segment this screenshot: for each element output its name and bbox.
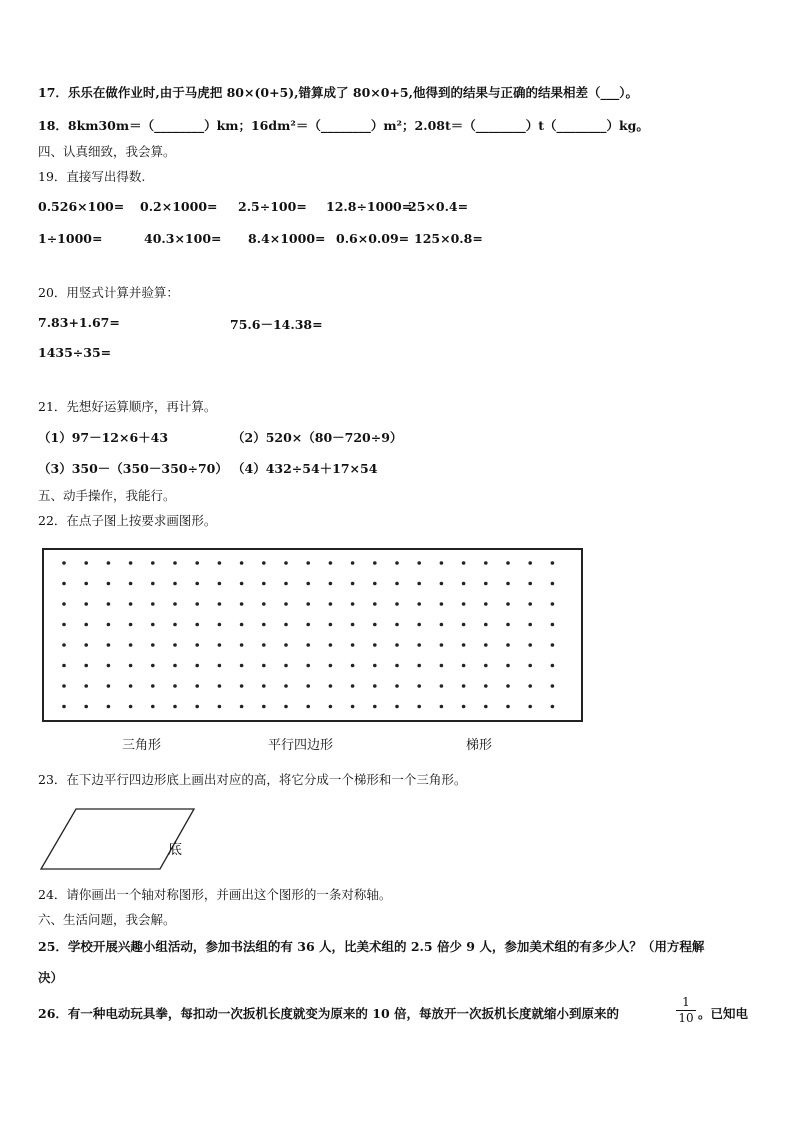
grid-dot — [195, 705, 199, 709]
q19-item: 12.8÷1000= — [326, 199, 413, 214]
grid-dot — [173, 561, 177, 565]
grid-dot — [551, 582, 555, 586]
grid-dot — [551, 602, 555, 606]
grid-dot — [440, 582, 444, 586]
grid-dot — [240, 684, 244, 688]
grid-dot — [306, 623, 310, 627]
grid-dot — [84, 664, 88, 668]
grid-dot — [62, 602, 66, 606]
grid-dot — [195, 684, 199, 688]
grid-dot — [240, 643, 244, 647]
grid-dot — [462, 684, 466, 688]
grid-dot — [262, 664, 266, 668]
grid-dot — [351, 684, 355, 688]
grid-dot — [329, 623, 333, 627]
grid-dot — [107, 623, 111, 627]
grid-dot — [218, 623, 222, 627]
grid-dot — [62, 643, 66, 647]
grid-dot — [218, 664, 222, 668]
grid-dot — [462, 643, 466, 647]
grid-dot — [195, 623, 199, 627]
grid-dot — [173, 582, 177, 586]
grid-dot — [329, 582, 333, 586]
grid-dot — [417, 623, 421, 627]
base-label: 底 — [168, 842, 182, 858]
grid-dot — [195, 602, 199, 606]
grid-dot — [218, 582, 222, 586]
grid-dot — [173, 664, 177, 668]
grid-dot — [107, 561, 111, 565]
grid-dot — [306, 561, 310, 565]
caption-triangle: 三角形 — [122, 738, 162, 753]
grid-dot — [484, 705, 488, 709]
grid-dot — [417, 664, 421, 668]
question-25-line-2: 决） — [38, 970, 64, 985]
grid-dot — [84, 582, 88, 586]
grid-dot — [551, 684, 555, 688]
grid-dot — [84, 705, 88, 709]
grid-dot — [506, 561, 510, 565]
grid-dot — [528, 623, 532, 627]
grid-dot — [551, 561, 555, 565]
grid-dot — [506, 582, 510, 586]
grid-dot — [373, 664, 377, 668]
grid-dot — [395, 643, 399, 647]
grid-dot — [417, 684, 421, 688]
grid-dot — [528, 664, 532, 668]
grid-dot — [462, 602, 466, 606]
grid-dot — [373, 561, 377, 565]
grid-dot — [329, 643, 333, 647]
grid-dot — [284, 602, 288, 606]
grid-dot — [84, 623, 88, 627]
question-21: 21．先想好运算顺序，再计算。 — [38, 399, 217, 414]
section-4-heading: 四、认真细致，我会算。 — [38, 144, 176, 159]
q21-item: （2）520×（80－720÷9） — [232, 430, 403, 445]
grid-dot — [440, 664, 444, 668]
grid-dot — [373, 602, 377, 606]
grid-dot — [351, 582, 355, 586]
grid-dot — [351, 623, 355, 627]
q19-item: 2.5÷100= — [238, 199, 307, 214]
grid-dot — [395, 602, 399, 606]
grid-dot — [351, 705, 355, 709]
q19-item: 0.526×100= — [38, 199, 125, 214]
grid-dot — [373, 684, 377, 688]
grid-dot — [195, 582, 199, 586]
grid-dot — [84, 643, 88, 647]
grid-dot — [373, 643, 377, 647]
question-26-tail: 。已知电 — [698, 1006, 749, 1021]
grid-dot — [129, 623, 133, 627]
grid-dot — [262, 602, 266, 606]
grid-dot — [240, 664, 244, 668]
grid-dot — [462, 623, 466, 627]
grid-dot — [306, 705, 310, 709]
grid-dot — [151, 602, 155, 606]
q19-item: 1÷1000= — [38, 231, 103, 246]
grid-dot — [462, 664, 466, 668]
grid-dot — [440, 684, 444, 688]
grid-dot — [195, 561, 199, 565]
grid-dot — [195, 664, 199, 668]
grid-dot — [484, 684, 488, 688]
grid-dot — [218, 602, 222, 606]
grid-dot — [440, 643, 444, 647]
grid-dot — [262, 705, 266, 709]
grid-dot — [262, 643, 266, 647]
grid-dot — [129, 643, 133, 647]
grid-dot — [129, 705, 133, 709]
grid-dot — [484, 664, 488, 668]
grid-dot — [417, 561, 421, 565]
grid-dot — [62, 684, 66, 688]
question-20: 20．用竖式计算并验算： — [38, 285, 179, 300]
grid-dot — [484, 602, 488, 606]
grid-dot — [306, 582, 310, 586]
grid-dot — [329, 664, 333, 668]
grid-dot — [506, 602, 510, 606]
q19-item: 40.3×100= — [144, 231, 222, 246]
grid-dot — [395, 664, 399, 668]
grid-dot — [462, 582, 466, 586]
grid-dot — [129, 561, 133, 565]
q21-item: （3）350－（350－350÷70） — [38, 461, 228, 476]
caption-trapezoid: 梯形 — [466, 738, 493, 753]
grid-dot — [551, 623, 555, 627]
grid-dot — [107, 643, 111, 647]
grid-dot — [284, 623, 288, 627]
fraction-numerator: 1 — [676, 995, 696, 1011]
grid-dot — [351, 643, 355, 647]
grid-dot — [284, 561, 288, 565]
grid-dot — [107, 582, 111, 586]
grid-dot — [484, 561, 488, 565]
grid-dot — [240, 623, 244, 627]
grid-dot — [84, 561, 88, 565]
grid-dot — [262, 582, 266, 586]
grid-dot — [218, 705, 222, 709]
grid-dot — [284, 582, 288, 586]
grid-dot — [528, 643, 532, 647]
grid-dot — [240, 602, 244, 606]
grid-dot — [484, 643, 488, 647]
q19-item: 25×0.4= — [408, 199, 469, 214]
question-19: 19．直接写出得数. — [38, 169, 146, 184]
grid-dot — [218, 684, 222, 688]
q21-item: （1）97－12×6＋43 — [38, 430, 169, 445]
grid-dot — [84, 684, 88, 688]
grid-dot — [151, 643, 155, 647]
grid-dot — [173, 643, 177, 647]
grid-dot — [528, 705, 532, 709]
section-5-heading: 五、动手操作，我能行。 — [38, 488, 176, 503]
grid-dot — [284, 684, 288, 688]
grid-dot — [395, 582, 399, 586]
grid-dot — [417, 705, 421, 709]
grid-dot — [240, 561, 244, 565]
grid-dot — [351, 664, 355, 668]
grid-dot — [262, 684, 266, 688]
q19-item: 8.4×1000= — [248, 231, 326, 246]
grid-dot — [173, 684, 177, 688]
grid-dot — [107, 664, 111, 668]
grid-dot — [528, 561, 532, 565]
q20-item: 75.6－14.38= — [230, 317, 323, 332]
grid-dot — [62, 561, 66, 565]
grid-dot — [462, 561, 466, 565]
grid-dot — [62, 623, 66, 627]
q19-item: 125×0.8= — [414, 231, 483, 246]
grid-dot — [129, 684, 133, 688]
q20-item: 1435÷35= — [38, 345, 112, 360]
grid-dot — [506, 664, 510, 668]
grid-dot — [528, 602, 532, 606]
grid-dot — [351, 602, 355, 606]
grid-dot — [329, 602, 333, 606]
grid-dot — [195, 643, 199, 647]
grid-dot — [306, 602, 310, 606]
grid-dot — [107, 602, 111, 606]
grid-dot — [62, 705, 66, 709]
grid-dot — [528, 582, 532, 586]
grid-dot — [395, 684, 399, 688]
grid-dot — [440, 561, 444, 565]
caption-parallelogram: 平行四边形 — [268, 738, 334, 753]
grid-dot — [151, 561, 155, 565]
grid-dot — [151, 664, 155, 668]
q19-item: 0.6×0.09= — [336, 231, 410, 246]
grid-dot — [395, 561, 399, 565]
question-17: 17．乐乐在做作业时,由于马虎把 80×(0+5),错算成了 80×0+5,他得到的结果与正确的结果相差（___）。 — [38, 85, 638, 100]
grid-dot — [284, 664, 288, 668]
question-23: 23．在下边平行四边形底上画出对应的高，将它分成一个梯形和一个三角形。 — [38, 772, 467, 787]
grid-dot — [351, 561, 355, 565]
grid-dot — [440, 602, 444, 606]
grid-dot — [306, 643, 310, 647]
grid-dot — [129, 664, 133, 668]
grid-dot — [62, 664, 66, 668]
grid-dot — [506, 705, 510, 709]
grid-dot — [440, 623, 444, 627]
fraction-denominator: 10 — [678, 1011, 694, 1025]
q19-item: 0.2×1000= — [140, 199, 218, 214]
question-24: 24．请你画出一个轴对称图形，并画出这个图形的一条对称轴。 — [38, 887, 392, 902]
grid-dot — [151, 705, 155, 709]
grid-dot — [107, 684, 111, 688]
grid-dot — [506, 623, 510, 627]
question-26: 26．有一种电动玩具拳，每扣动一次扳机长度就变为原来的 10 倍，每放开一次扳机长度就缩小到原来的 — [38, 1006, 619, 1021]
grid-dot — [395, 623, 399, 627]
grid-dot — [240, 582, 244, 586]
grid-dot — [484, 582, 488, 586]
grid-dot — [107, 705, 111, 709]
section-6-heading: 六、生活问题，我会解。 — [38, 912, 176, 927]
grid-dot — [284, 705, 288, 709]
grid-dot — [395, 705, 399, 709]
grid-dot — [440, 705, 444, 709]
grid-dot — [329, 684, 333, 688]
grid-dot — [551, 643, 555, 647]
grid-dot — [306, 684, 310, 688]
grid-dot — [240, 705, 244, 709]
grid-dot — [373, 582, 377, 586]
grid-dot — [129, 582, 133, 586]
grid-dot — [373, 623, 377, 627]
grid-dot — [129, 602, 133, 606]
grid-dot — [551, 664, 555, 668]
grid-dot — [218, 643, 222, 647]
grid-dot — [173, 602, 177, 606]
grid-dot — [62, 582, 66, 586]
grid-dot — [151, 623, 155, 627]
question-18: 18．8km30m＝（________）km；16dm²＝（________）m²；2.08t＝（________）t（________）kg。 — [38, 118, 649, 133]
grid-dot — [528, 684, 532, 688]
q20-item: 7.83+1.67= — [38, 315, 120, 330]
grid-dot — [506, 684, 510, 688]
dot-grid-box — [42, 548, 583, 722]
q21-item: （4）432÷54＋17×54 — [232, 461, 378, 476]
fraction-one-tenth — [676, 995, 696, 1026]
grid-dot — [306, 664, 310, 668]
grid-dot — [417, 602, 421, 606]
grid-dot — [151, 582, 155, 586]
question-22: 22．在点子图上按要求画图形。 — [38, 513, 217, 528]
grid-dot — [506, 643, 510, 647]
grid-dot — [462, 705, 466, 709]
question-25-line-1: 25．学校开展兴趣小组活动，参加书法组的有 36 人，比美术组的 2.5 倍少 9 人，参加美术组的有多少人？（用方程解 — [38, 939, 705, 954]
grid-dot — [417, 643, 421, 647]
grid-dot — [151, 684, 155, 688]
grid-dot — [284, 643, 288, 647]
grid-dot — [417, 582, 421, 586]
grid-dot — [262, 623, 266, 627]
dot-grid — [44, 550, 581, 720]
grid-dot — [262, 561, 266, 565]
grid-dot — [173, 623, 177, 627]
grid-dot — [329, 561, 333, 565]
grid-dot — [218, 561, 222, 565]
grid-dot — [551, 705, 555, 709]
grid-dot — [84, 602, 88, 606]
grid-dot — [484, 623, 488, 627]
grid-dot — [173, 705, 177, 709]
grid-dot — [373, 705, 377, 709]
grid-dot — [329, 705, 333, 709]
